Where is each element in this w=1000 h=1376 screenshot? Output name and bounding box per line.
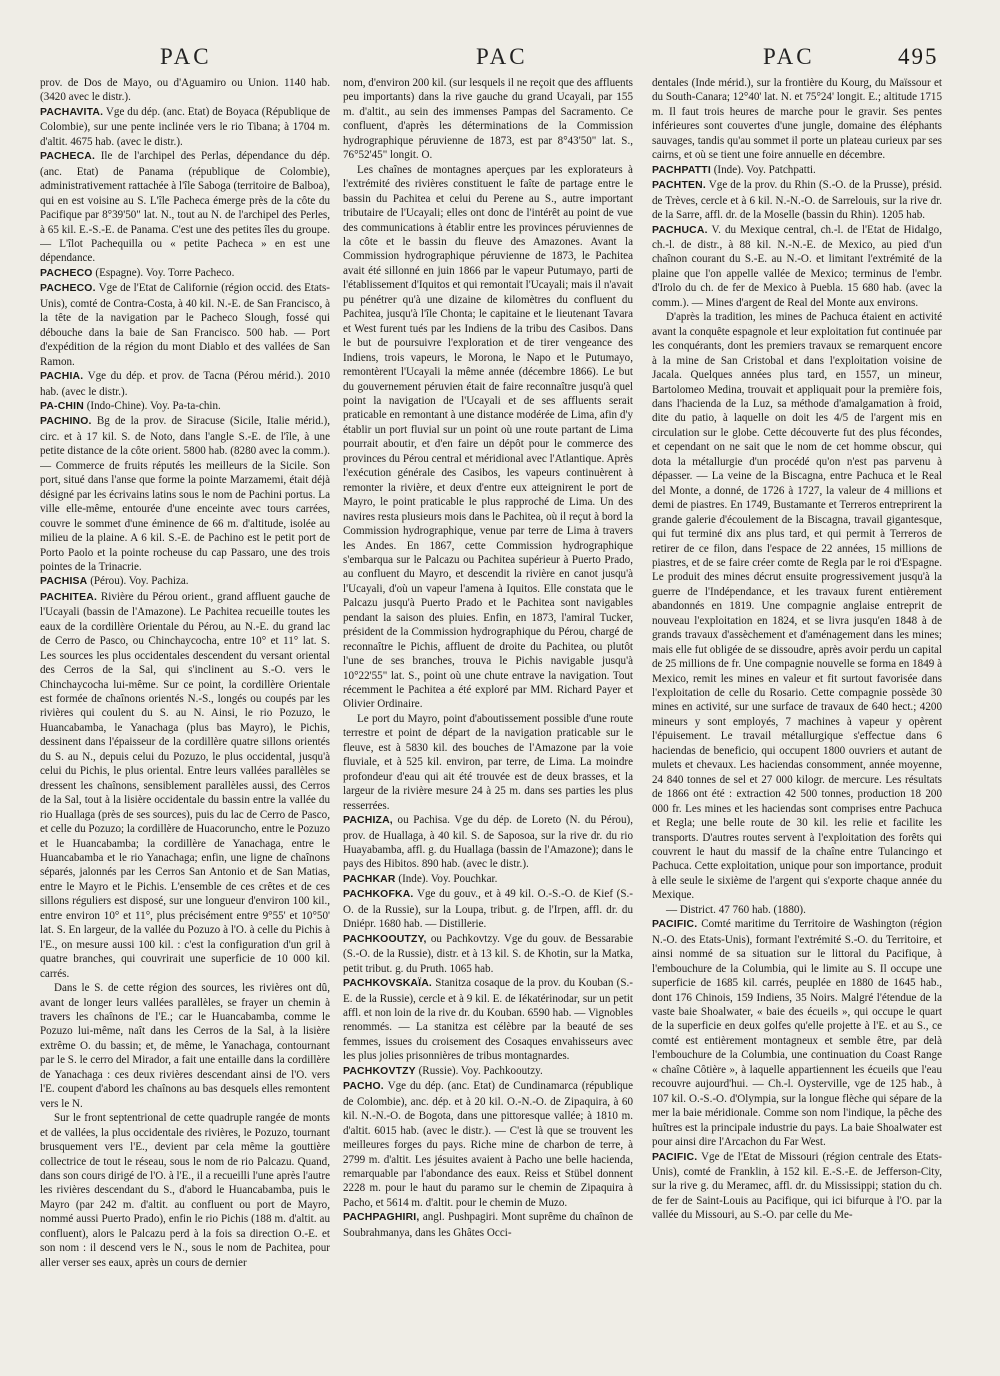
entry-text: (Espagne). Voy. Torre Pacheco. (95, 266, 235, 279)
dictionary-entry (652, 917, 942, 1149)
entry-headword: PACHKOFKA. (343, 889, 414, 901)
running-head-left: PAC (160, 44, 212, 69)
entry-text: Vge du dép. (anc. Etat) de Boyaca (République de Colombie), sur une pente inclinée vers le rio Tibana; à 1704 m. d'altit. 4675 hab. (avec le distr.). (40, 105, 330, 148)
dictionary-entry (652, 1150, 942, 1223)
running-head-center: PAC (476, 44, 528, 69)
entry-headword: PACIFIC. (652, 919, 698, 931)
entry-headword: PACIFIC. (652, 1151, 698, 1163)
entry-text: ou Pachkovtzy. Vge du gouv. de Bessarabie (S.-O. de la Russie), distr. et à 13 kil. S. de Khotin, sur la Matka, petit tribut. g. du Pruth. 1065 hab. (343, 932, 633, 975)
entry-text: Vge du gouv., et à 49 kil. O.-S.-O. de Kief (S.-O. de la Russie), sur la Loupa, tribut. g. de l'Irpen, affl. dr. du Dniépr. 1680 hab. — Distillerie. (343, 888, 633, 931)
entry-headword: PACHKAR (343, 873, 396, 885)
continuation-paragraph: Les chaînes de montagnes aperçues par les explorateurs à l'extrémité des rivières constituent le faîte de partage entre le bassin du Pachitea et celui du Perene au S., autre important tributaire de l'Ucayali; elles ont donc de l'intérêt au point de vue des communications à établir entre les provinces péruviennes de la côte et le bassin du fleuve des Amazones. Avant la Commission hydrographique péruvienne de 1873, le Pachitea avait été sillonné en juin 1866 par le vapeur Putumayo, parti de l'établissement d'Iquitos et qui remontait l'Ucayali; mais il n'avait pu pénétrer qu'à une dizaine de kilomètres du confluent du Pachitea, jusqu'à l'île Chonta; le capitaine et le lieutenant Tavara et West furent tués par les Indiens de la tribu des Casibos. Dans le but de poursuivre l'exploration et de tirer vengeance des Indiens, trois vapeurs, le Morona, le Napo et le Putumayo, remontèrent l'Ucayali la même année (décembre 1866). Le but du gouvernement péruvien était de faire reconnaître jusqu'à quel point la navigation de l'Ucayali et de ses affluents serait praticable en remontant à une distance modérée de Lima, afin d'y établir un port fluvial sur un point où une route partant de Lima pourrait aboutir, et d'en faire un dépôt pour le commerce des provinces du Pérou central et méridional avec l'Atlantique. Après l'exécution générale des Casibos, les vapeurs continuèrent à remonter la rivière, et deux d'entre eux atteignirent le port de Mayro, le point praticable le plus rapproché de Lima. Un des navires resta plusieurs mois dans le Pachitea, où il reçut à bord la Commission hydrographique, venue par terre de Lima à travers les Andes. En 1867, cette Commission hydrographique s'embarqua sur le Palcazu ou Pachitea supérieur à Puerto Prado, au confluent du Mayro, et descendit la rivière en canot jusqu'à l'Ucayali, d'où un vapeur l'amena à Iquitos. Elle constata que le Palcazu jusqu'à Puerto Prado et le Pachitea sont navigables pendant la saison des pluies. Enfin, en 1873, l'amiral Tucker, président de la Commission hydrographique du Pérou, chargé de reconnaître le Pichis, affluent de droite du Pachitea, ou plutôt l'une de ses branches, trouva le Pichis navigable jusqu'à 10°22'55" lat. S., point où une chute entrave la navigation. Tout récemment le Pachitea a été exploré par MM. Richard Payer et Olivier Ordinaire. (343, 163, 633, 711)
entry-text: (Russie). Voy. Pachkooutzy. (418, 1064, 543, 1077)
continuation-paragraph: Le port du Mayro, point d'aboutissement possible d'une route terrestre et point de départ de la navigation praticable sur le fleuve, est à 5830 kil. des bouches de l'Amazone par la voie fluviale, et à 525 kil. environ, par terre, de Lima. La moindre profondeur d'eau qui ait été trouvée est de deux brasses, et la largeur de la rivière mesure 24 à 25 m. dans ses parties les plus resserrées. (343, 712, 633, 812)
entry-text: Rivière du Pérou orient., grand affluent gauche de l'Ucayali (bassin de l'Amazone). Le Pachitea recueille toutes les eaux de la cordillère Orientale du Pérou, au N.-E. du grand lac de Cerro de Pasco, ou Chinchaycocha, entre 10° et 11° lat. S. Les sources les plus occidentales descendent du versant oriental des Cerros de la Sal, qui s'inclinent au S.-O. vers le Chinchaycocha lui-même. Sur ce point, la cordillère Orientale est formée de chaînons orientés N.-S., longés ou coupés par les rivières qui coulent du S. au N. Ainsi, le rio Pozuzo, le Huancabamba, le Yanachaga (plus bas Mayro), le Pichis, dessinent dans l'épaisseur de la cordillère quatre sillons orientés du S. au N., depuis celui du Pozuzo, le plus occidental, jusqu'à celui du Pichis, le plus oriental. Entre leurs vallées parallèles se dressent les chaînons, sensiblement parallèles aussi, des Cerros de la Sal, tout à la lisière occidentale du bassin entre la vallée du rio Huallaga (près de ses sources), puis du lac de Cerro de Pasco, et celle du Pozuzo; la cordillère de Huacoruncho, entre le Pozuzo et le Huancabamba; la cordillère de Yanachaga, entre le Huancabamba et le rio Yanachaga; enfin, une ligne de chaînons séparés, jalonnés par les Cerros San Antonio et de San Matias, entre le Mayro et le Pichis. L'ensemble de ces crêtes et de ces sillons réguliers est disposé, sur une longueur d'environ 100 kil., entre environ 10° et 11°, plus précisément entre 9°55' et 10°50' lat. S. En largeur, de la vallée du Pozuzo à l'O. à celle du Pichis à l'E., on mesure aussi 100 kil. : c'est la configuration d'un gril à quatre branches, qui couvrirait une superficie de 10 000 kil. carrés. (40, 590, 330, 980)
dictionary-entry (40, 105, 330, 149)
entry-headword: PACHPATTI (652, 164, 711, 176)
entry-text: Stanitza cosaque de la prov. du Kouban (S.-E. de la Russie), cercle et à 9 kil. E. de Iékatérinodar, sur un petit affl. et non loin de la rive dr. du Kouban. 6590 hab. — Vignobles renommés. — La stanitza est célèbre par la beauté de ses femmes, issues du croisement des Cosaques envahisseurs avec les plus jolies prisonnières de tribus montagnardes. (343, 977, 633, 1063)
entry-text: Vge du dép. et prov. de Tacna (Pérou mérid.). 2010 hab. (avec le distr.). (40, 370, 330, 398)
entry-headword: PACHINO. (40, 416, 92, 428)
entry-text: Vge de l'Etat de Californie (région occid. des Etats-Unis), comté de Contra-Costa, à 40 kil. N.-E. de San Francisco, à la tête de la navigation par le Pacheco Slough, fossé qui débouche dans la baie de San Francisco. 500 hab. — Port d'expédition de la région du mont Diablo et des vallées de San Ramon. (40, 282, 330, 368)
continuation-paragraph: — District. 47 760 hab. (1880). (666, 903, 806, 916)
column-left (40, 76, 330, 1366)
entry-text: Bg de la prov. de Siracuse (Sicile, Italie mérid.), circ. et à 17 kil. S. de Noto, dans l'angle S.-E. de l'île, à une petite distance de la côte orient. 5800 hab. (8280 avec la comm.). — Commerce de fruits réputés les meilleurs de la Sicile. Son port, situé dans l'anse que forme la pointe Marzamemi, était déjà désigné par les écrivains latins sous le nom de Pachini portus. La ville elle-même, entourée d'une enceinte avec tours carrées, couvre le sommet d'une éminence de 66 m. d'altitude, isolée au milieu de la plaine. A 6 kil. S.-E. de Pachino est le petit port de Porto Paolo et la pointe rocheuse du cap Passaro, une des trois pointes de la Trinacrie. (40, 415, 330, 573)
continuation-paragraph: prov. de Dos de Mayo, ou d'Aguamiro ou Union. 1140 hab. (3420 avec le distr.). (40, 77, 330, 104)
dictionary-entry (343, 1210, 633, 1240)
dictionary-entry (343, 932, 633, 976)
entry-headword: PACHKOVTZY (343, 1065, 416, 1077)
dictionary-entry (40, 369, 330, 399)
entry-headword: PA-CHIN (40, 400, 84, 412)
entry-headword: PACHIA. (40, 371, 84, 383)
dictionary-entry (652, 223, 942, 311)
entry-text: (Inde). Voy. Pouchkar. (398, 872, 498, 885)
entry-text: Ile de l'archipel des Perlas, dépendance du dép. (anc. Etat) de Panama (république de Colombie), administrativement rattachée à l'île Saboga (territoire de Balboa), qui en est voisine au S. L'île Pacheca émerge près de la côte du Pacifique par 8°39'50" lat. N., tout au N. de l'archipel des Perles, à 65 kil. E.-S.-E. de Panama. C'est une des petites îles du groupe. — L'îlot Pachequilla ou « petite Pacheca » en est une dépendance. (40, 150, 330, 265)
entry-text: Vge de l'Etat de Missouri (région centrale des Etats-Unis), comté de Franklin, à 152 kil. E.-S.-E. de Jefferson-City, sur la rive g. du Meramec, affl. dr. du Mississippi; station du ch. de fer de Saint-Louis au Pacifique, qui ici bifurque à l'O. par la vallée du Missouri, au S.-O. par celle du Me- (652, 1150, 942, 1222)
continuation-paragraph: Dans le S. de cette région des sources, les rivières ont dû, avant de longer leurs vallées parallèles, se frayer un chemin à travers les chaînons de l'E.; car le Huancabamba, comme le Pozuzo lui-même, naît dans les Cerros de la Sal, à la lisière extrême O. du bassin; et, de même, le Yanachaga, contournant par le S. le cerro del Mirador, a fait une entaille dans la cordillère de Yanachaga : ces deux rivières descendant ainsi de l'O. vers l'E. coupent d'abord les chaînons au bas desquels elles remontent vers le N. (40, 982, 330, 1110)
entry-headword: PACHIZA, (343, 815, 393, 827)
entry-headword: PACHECO. (40, 283, 96, 295)
entry-headword: PACHO. (343, 1081, 384, 1093)
dictionary-entry (40, 399, 330, 414)
dictionary-entry (40, 414, 330, 574)
entry-headword: PACHECO (40, 267, 93, 279)
dictionary-entry (652, 163, 942, 178)
dictionary-entry (40, 574, 330, 589)
dictionary-entry (40, 266, 330, 281)
entry-headword: PACHKOVSKAÏA. (343, 978, 433, 990)
entry-text: Vge de la prov. du Rhin (S.-O. de la Prusse), présid. de Trèves, cercle et à 6 kil. N.-N.-O. de Sarrelouis, sur la rive dr. de la Sarre, affl. dr. de la Moselle (bassin du Rhin). 1205 hab. (652, 179, 942, 222)
entry-text: V. du Mexique central, ch.-l. de l'Etat de Hidalgo, ch.-l. de distr., à 88 kil. N.-N.-E. de Mexico, au pied d'un chaînon courant du S.-E. au N.-O. et limitant l'extrémité de la plaine que l'on appelle vallée de Mexico; terminus de l'embr. d'Irolo du ch. de fer de Mexico à Puebla. 15 680 hab. (avec la comm.). — Mines d'argent de Real del Monte aux environs. (652, 223, 942, 309)
continuation-paragraph: nom, d'environ 200 kil. (sur lesquels il ne reçoit que des affluents peu importants) dans la rive gauche du grand Ucayali, par 155 m. d'altit., au sein des immenses Pampas del Sacramento. Ce confluent, d'après les déterminations de la Commission hydrographique péruvienne de 1873, est par 8°43'50" lat. S., 76°52'45" longit. O. (343, 77, 633, 162)
running-head-right: PAC (763, 44, 815, 69)
continuation-paragraph: Sur le front septentrional de cette quadruple rangée de monts et de vallées, la plus occidentale des rivières, le Pozuzo, tournant brusquement vers l'E., devient par cela même la gouttière collectrice de tout le réseau, sous le nom de rio Palcazu. Quand, dans son cours dirigé de l'O. à l'E., il a recueilli l'une après l'autre les rivières descendant du S., d'abord le Huancabamba, puis le Mayro (par 242 m. d'altit. au confluent ou port de Mayro, nommé aussi Puerto Prado), enfin le rio Pichis (188 m. d'altit. au confluent), alors le Palcazu perd à la fois sa direction O.-E. et son nom : il descend vers le N., sous le nom de Pachitea, pour aller verser ses eaux, après un cours de dernier (40, 1112, 330, 1269)
entry-headword: PACHUCA. (652, 224, 708, 236)
entry-headword: PACHISA (40, 576, 88, 588)
entry-headword: PACHTEN. (652, 180, 706, 192)
column-middle (343, 76, 633, 1366)
entry-headword: PACHAVITA. (40, 106, 104, 118)
continuation-paragraph: D'après la tradition, les mines de Pachuca étaient en activité avant la conquête espagnole et leur exploitation fut continuée par les conquérants, dont les premiers travaux se remarquent encore à la mine de San Cristobal et dans l'exploitation voisine de Jacala. Quelques années plus tard, en 1557, un mineur, Bartolomeo Medina, trouvait et appliquait pour la première fois, dans l'hacienda de la Luz, sa méthode d'amalgamation à froid, dite du patio, à laquelle on doit les 4/5 de l'argent mis en circulation sur le globe. Cette découverte fut des plus fécondes, et cependant on ne sait que le nom de cet homme obscur, qui dota la métallurgie d'un procédé qu'on n'est pas parvenu à dépasser. — La veine de la Biscagna, entre Pachuca et le Real del Monte, a donné, de 1726 à 1727, la valeur de 4 millions et demi de piastres. En 1749, Bustamante et Terreros entreprirent la grande galerie d'écoulement de la Biscagna, travail gigantesque, qui fut terminé dix ans plus tard, et qui permit à Terreros de retirer de ce filon, dans l'espace de 22 années, 15 millions de piastres, et de se faire créer comte de Regla par le roi d'Espagne. Le produit des mines décrut ensuite progressivement jusqu'à la guerre de l'Indépendance, et les travaux furent entièrement abandonnés en 1819. Une compagnie anglaise entreprit de nouveau l'exploitation en 1824, et se livra jusqu'en 1848 à de grands travaux d'assèchement et d'aménagement dans les mines; mais elle fut obligée de se dissoudre, après avoir perdu un capital de 25 millions de fr. Une compagnie nouvelle se forma en 1849 à Mexico, remit les mines en valeur et fit surtout favorisée dans l'exploitation de celle du Rosario. Cette compagnie possède 30 mines en activité, sur une surface de travaux de 640 hect.; 4200 mineurs y sont employés, 7 machines à vapeur y opèrent l'épuisement. Le travail métallurgique s'effectue dans 6 haciendas de beneficio, qui occupent 1800 ouvriers et autant de mulets et chevaux. Les haciendas consomment, année moyenne, 24 840 tonnes de sel et 27 000 kilogr. de mercure. Les résultats de 1866 ont été : extraction 42 500 tonnes, production 18 200 000 fr. Les mines et les haciendas sont comprises entre Pachuca et Regla; une belle route de 30 kil. les relie et facilite les transports. D'autres routes servent à l'exploitation des forêts qui couvrent le haut du massif de la chaîne entre Tulancingo et Pachuca. Cette exploitation, unique pour son importance, produit à elle seule le sixième de l'argent qui s'exporte chaque année du Mexique. (652, 311, 942, 902)
dictionary-entry (343, 1079, 633, 1210)
column-right (652, 76, 942, 1366)
entry-text: ou Pachisa. Vge du dép. de Loreto (N. du Pérou), prov. de Huallaga, à 40 kil. S. de Saposoa, sur la rive dr. du rio Huayabamba, affl. g. du Huallaga (bassin de l'Amazone); dans le pays des Hibitos. 890 hab. (avec le distr.). (343, 814, 633, 871)
entry-text: (Inde). Voy. Patchpatti. (713, 163, 816, 176)
entry-text: (Indo-Chine). Voy. Pa-ta-chin. (86, 399, 221, 412)
entry-headword: PACHKOOUTZY, (343, 933, 427, 945)
page-number: 495 (898, 44, 939, 69)
entry-text: Comté maritime du Territoire de Washington (région N.-O. des Etats-Unis), formant l'extrémité S.-O. du Territoire, et ainsi nommé de sa situation sur le littoral du Pacifique, à l'embouchure de la Columbia, qui le limite au S. Il occupe une superficie de 1685 kil. carrés, peuplée en 1880 de 1645 hab., dont 176 Chinois, 159 Indiens, 35 Noirs. Malgré l'étendue de la vaste baie Shoalwater, « baie des écueils », qui occupe le quart de la superficie en deux golfes qu'elle projette à l'E. et au S., ce comté est entièrement montagneux et semble être, par delà l'embouchure de la Columbia, une continuation du Coast Range « chaîne Côtière », à laquelle appartiennent les écueils que l'eau recouvre aujourd'hui. — Ch.-l. Oysterville, vge de 125 hab., à 107 kil. O.-S.-O. d'Olympia, sur la longue flèche qui sépare de la mer la baie méridionale. Comme son nom l'indique, la pêche des huîtres est la principale industrie du pays. La baie Shoalwater est pour ainsi dire l'Arcachon du Far West. (652, 918, 942, 1149)
entry-headword: PACHECA. (40, 151, 96, 163)
dictionary-entry (343, 872, 633, 887)
entry-text: (Pérou). Voy. Pachiza. (90, 575, 189, 588)
dictionary-entry (343, 1064, 633, 1079)
entry-headword: PACHPAGHIRI, (343, 1212, 420, 1224)
dictionary-entry (652, 178, 942, 222)
entry-text: angl. Pushpagiri. Mont suprême du chaînon de Soubrahmanya, dans les Ghâtes Occi- (343, 1211, 633, 1239)
dictionary-entry (343, 887, 633, 931)
dictionary-entry (40, 281, 330, 369)
entry-text: Vge du dép. (anc. Etat) de Cundinamarca (république de Colombie), anc. dép. et à 20 kil. O.-N.-O. de Zipaquira, à 60 kil. N.-N.-O. de Bogota, dans une pittoresque vallée; à 1810 m. d'altit. 6015 hab. (avec le distr.). — C'est là que se trouvent les meilleures forges du pays. Riche mine de charbon de terre, à 2799 m. d'altit. Les jésuites avaient à Pacho une belle hacienda, remarquable par l'abondance des eaux. Reiss et Stübel donnent 2228 m. pour le haut du paramo sur le chemin de Zipaquira à Pacho, et 5614 m. d'altit. pour le chemin de Muzo. (343, 1080, 633, 1209)
dictionary-entry (40, 149, 330, 266)
continuation-paragraph: dentales (Inde mérid.), sur la frontière du Kourg, du Maïssour et du South-Canara; 12°40' lat. N. et 75°24' longit. E.; altitude 1715 m. Il faut trois heures de marche pour le gravir. Ses pentes inférieures sont couvertes d'une jungle, domaine des éléphants sauvages, tandis qu'au sommet il porte un plateau curieux par ses cairns, et où se tient une foire annuelle en décembre. (652, 77, 942, 162)
dictionary-entry (343, 976, 633, 1064)
dictionary-entry (343, 813, 633, 872)
entry-headword: PACHITEA. (40, 591, 98, 603)
dictionary-entry (40, 590, 330, 981)
